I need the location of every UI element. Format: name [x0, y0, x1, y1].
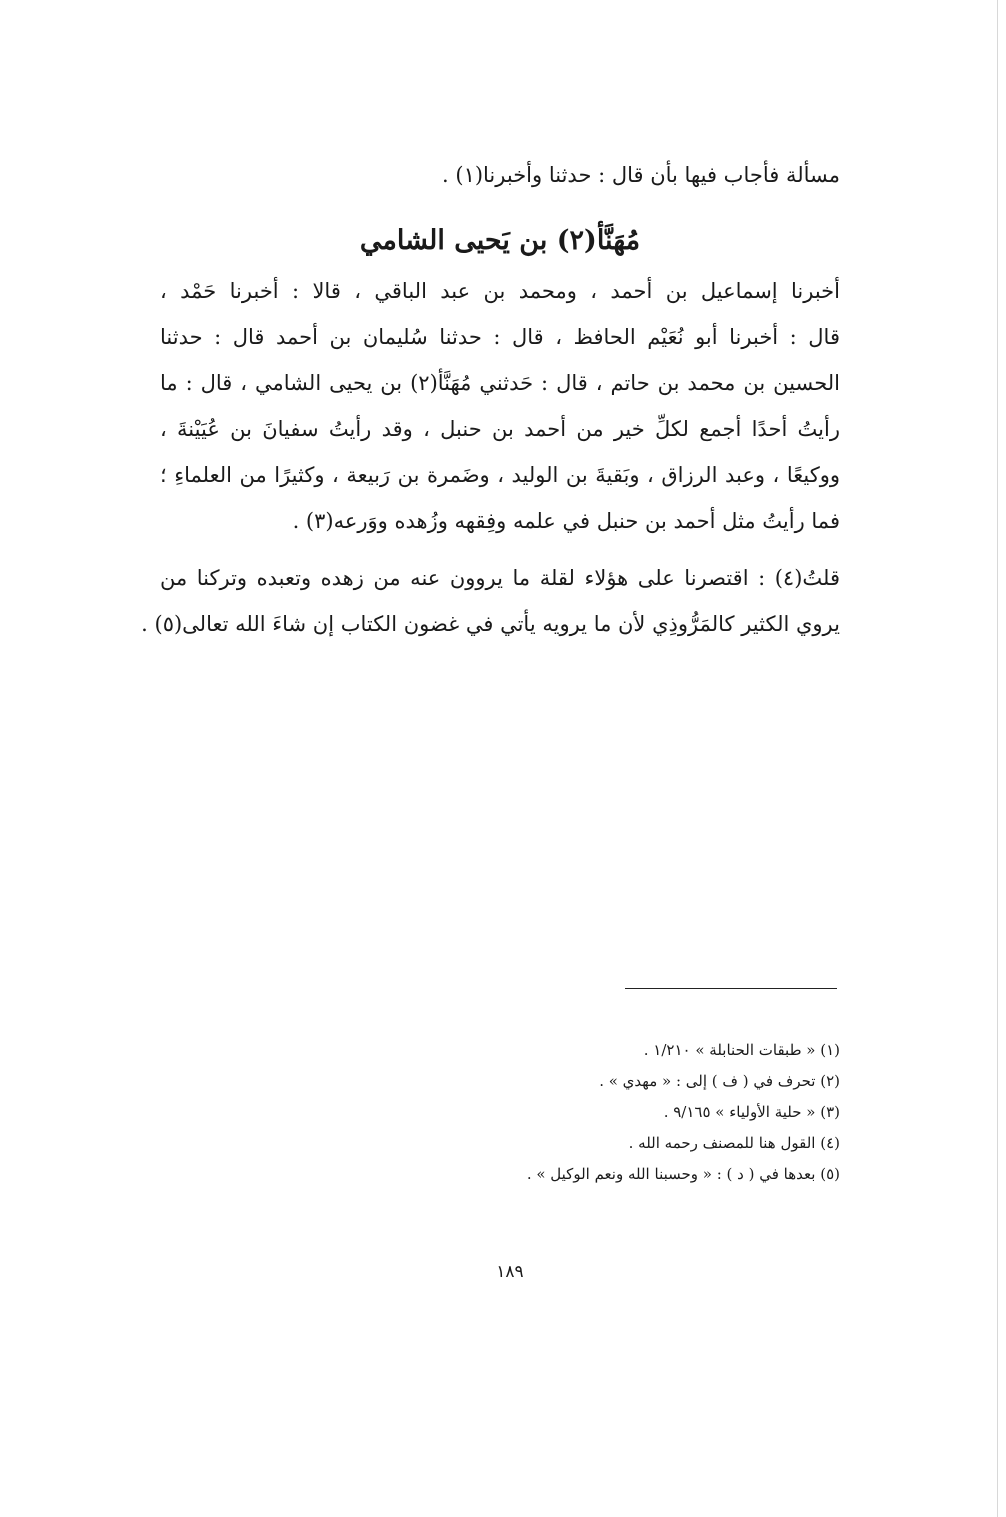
page-number: ١٨٩ — [496, 1262, 524, 1282]
footnote-5: (٥) بعدها في ( د ) : « وحسبنا الله ونعم الوكيل » . — [526, 1165, 840, 1183]
section-heading: مُهَنَّأ(٢) بن يَحيى الشامي — [359, 225, 641, 256]
paragraph-narration — [160, 268, 840, 544]
footnote-1: (١) « طبقات الحنابلة » ١/٢١٠ . — [643, 1041, 840, 1059]
paragraph-author-note — [141, 555, 840, 647]
footnotes-list — [160, 1035, 840, 1190]
paragraph2-line-2: يروي الكثير كالمَرُّوذِي لأن ما يرويه يأتي في غضون الكتاب إن شاءَ الله تعالى(٥) . — [141, 612, 840, 636]
footnote-4: (٤) القول هنا للمصنف رحمه الله . — [628, 1134, 840, 1152]
footnote-2: (٢) تحرف في ( ف ) إلى : « مهدي » . — [599, 1072, 840, 1090]
paragraph2-line-1: قلتُ(٤) : اقتصرنا على هؤلاء لقلة ما يروون عنه من زهده وتعبده وتركنا من — [160, 566, 840, 590]
paragraph1-line-3: الحسين بن محمد بن حاتم ، قال : حَدثني مُهَنَّأ(٢) بن يحيى الشامي ، قال : ما — [160, 371, 840, 395]
intro-line: مسألة فأجاب فيها بأن قال : حدثنا وأخبرنا(١) . — [442, 163, 840, 187]
paragraph1-line-2: قال : أخبرنا أبو نُعَيْم الحافظ ، قال : حدثنا سُليمان بن أحمد قال : حدثنا — [160, 325, 840, 349]
paragraph1-line-1: أخبرنا إسماعيل بن أحمد ، ومحمد بن عبد الباقي ، قالا : أخبرنا حَمْد ، — [160, 279, 840, 303]
footnote-3: (٣) « حلية الأولياء » ٩/١٦٥ . — [663, 1103, 840, 1121]
paragraph1-line-4: رأيتُ أحدًا أجمع لكلِّ خير من أحمد بن حنبل ، وقد رأيتُ سفيانَ بن عُيَيْنةَ ، — [160, 417, 840, 441]
paragraph1-line-6: فما رأيتُ مثل أحمد بن حنبل في علمه وفِقهه وزُهده ووَرعه(٣) . — [292, 509, 840, 533]
intro-paragraph — [160, 152, 840, 198]
scan-edge-line — [997, 0, 998, 1517]
paragraph1-line-5: ووكيعًا ، وعبد الرزاق ، وبَقيةَ بن الوليد ، وضَمرة بن رَبيعة ، وكثيرًا من العلماءِ ؛ — [160, 463, 840, 487]
footnote-separator — [625, 988, 837, 989]
